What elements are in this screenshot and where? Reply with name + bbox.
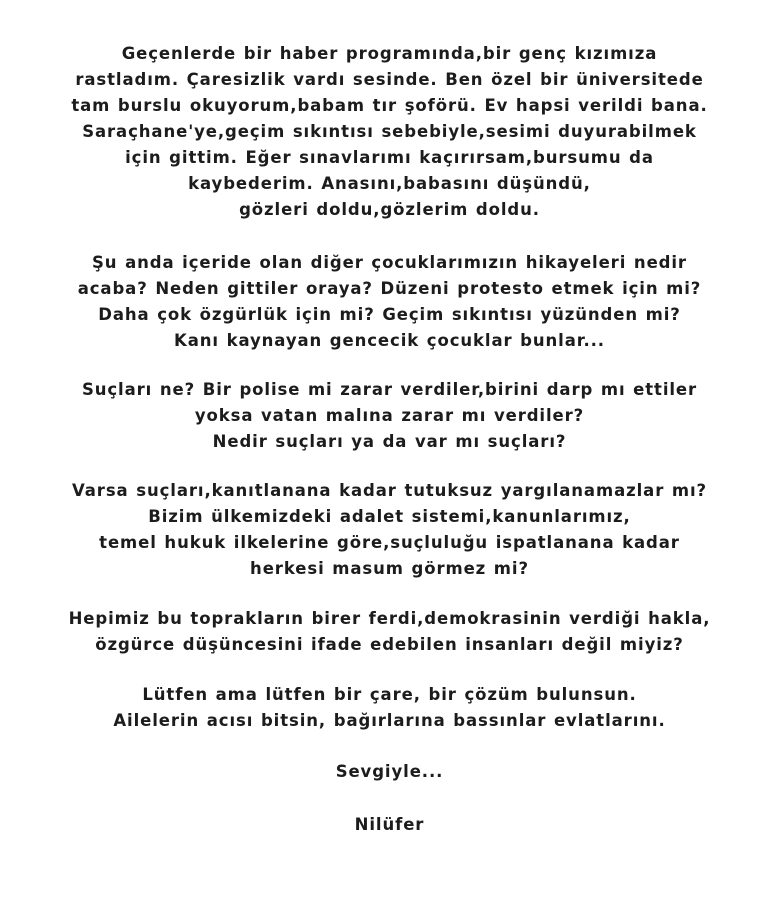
text-line: gözleri doldu,gözlerim doldu. [239, 200, 540, 219]
text-line: Sevgiyle... [335, 762, 444, 781]
text-line: tam burslu okuyorum,babam tır şoförü. Ev hapsi verildi bana. [71, 96, 708, 115]
text-line: kaybederim. Anasını,babasını düşündü, [188, 174, 591, 193]
text-line: Nilüfer [354, 815, 425, 834]
text-line: Ailelerin acısı bitsin, bağırlarına bassınlar evlatlarını. [113, 711, 666, 730]
paragraph-crimes-question [0, 377, 779, 455]
paragraph-plea [0, 682, 779, 734]
paragraph-justice-system [0, 478, 779, 582]
closing-greeting [0, 759, 779, 785]
signature-name [0, 812, 779, 838]
text-line: özgürce düşüncesini ifade edebilen insanları değil miyiz? [95, 635, 684, 654]
paragraph-democracy [0, 606, 779, 658]
text-line: Daha çok özgürlük için mi? Geçim sıkıntısı yüzünden mi? [98, 305, 681, 324]
text-line: Şu anda içeride olan diğer çocuklarımızın hikayeleri nedir [92, 253, 687, 272]
text-line: için gittim. Eğer sınavlarımı kaçırırsam,bursumu da [125, 148, 654, 167]
text-line: acaba? Neden gittiler oraya? Düzeni protesto etmek için mi? [77, 279, 702, 298]
text-line: Bizim ülkemizdeki adalet sistemi,kanunlarımız, [148, 507, 631, 526]
text-line: Kanı kaynayan gencecik çocuklar bunlar... [174, 331, 605, 350]
text-line: temel hukuk ilkelerine göre,suçluluğu ispatlanana kadar [99, 533, 680, 552]
text-line: Hepimiz bu toprakların birer ferdi,demokrasinin verdiği hakla, [68, 609, 711, 628]
text-line: Varsa suçları,kanıtlanana kadar tutuksuz yargılanamazlar mı? [71, 481, 707, 500]
text-line: rastladım. Çaresizlik vardı sesinde. Ben özel bir üniversitede [75, 70, 704, 89]
text-line: Nedir suçları ya da var mı suçları? [212, 432, 567, 451]
text-line: yoksa vatan malına zarar mı verdiler? [194, 406, 585, 425]
text-line: Lütfen ama lütfen bir çare, bir çözüm bulunsun. [142, 685, 637, 704]
paragraph-news-story [0, 41, 779, 223]
paragraph-children-stories [0, 250, 779, 354]
text-line: herkesi masum görmez mi? [250, 559, 529, 578]
text-line: Suçları ne? Bir polise mi zarar verdiler,birini darp mı ettiler [81, 380, 698, 399]
text-line: Saraçhane'ye,geçim sıkıntısı sebebiyle,sesimi duyurabilmek [82, 122, 697, 141]
text-line: Geçenlerde bir haber programında,bir genç kızımıza [121, 44, 658, 63]
